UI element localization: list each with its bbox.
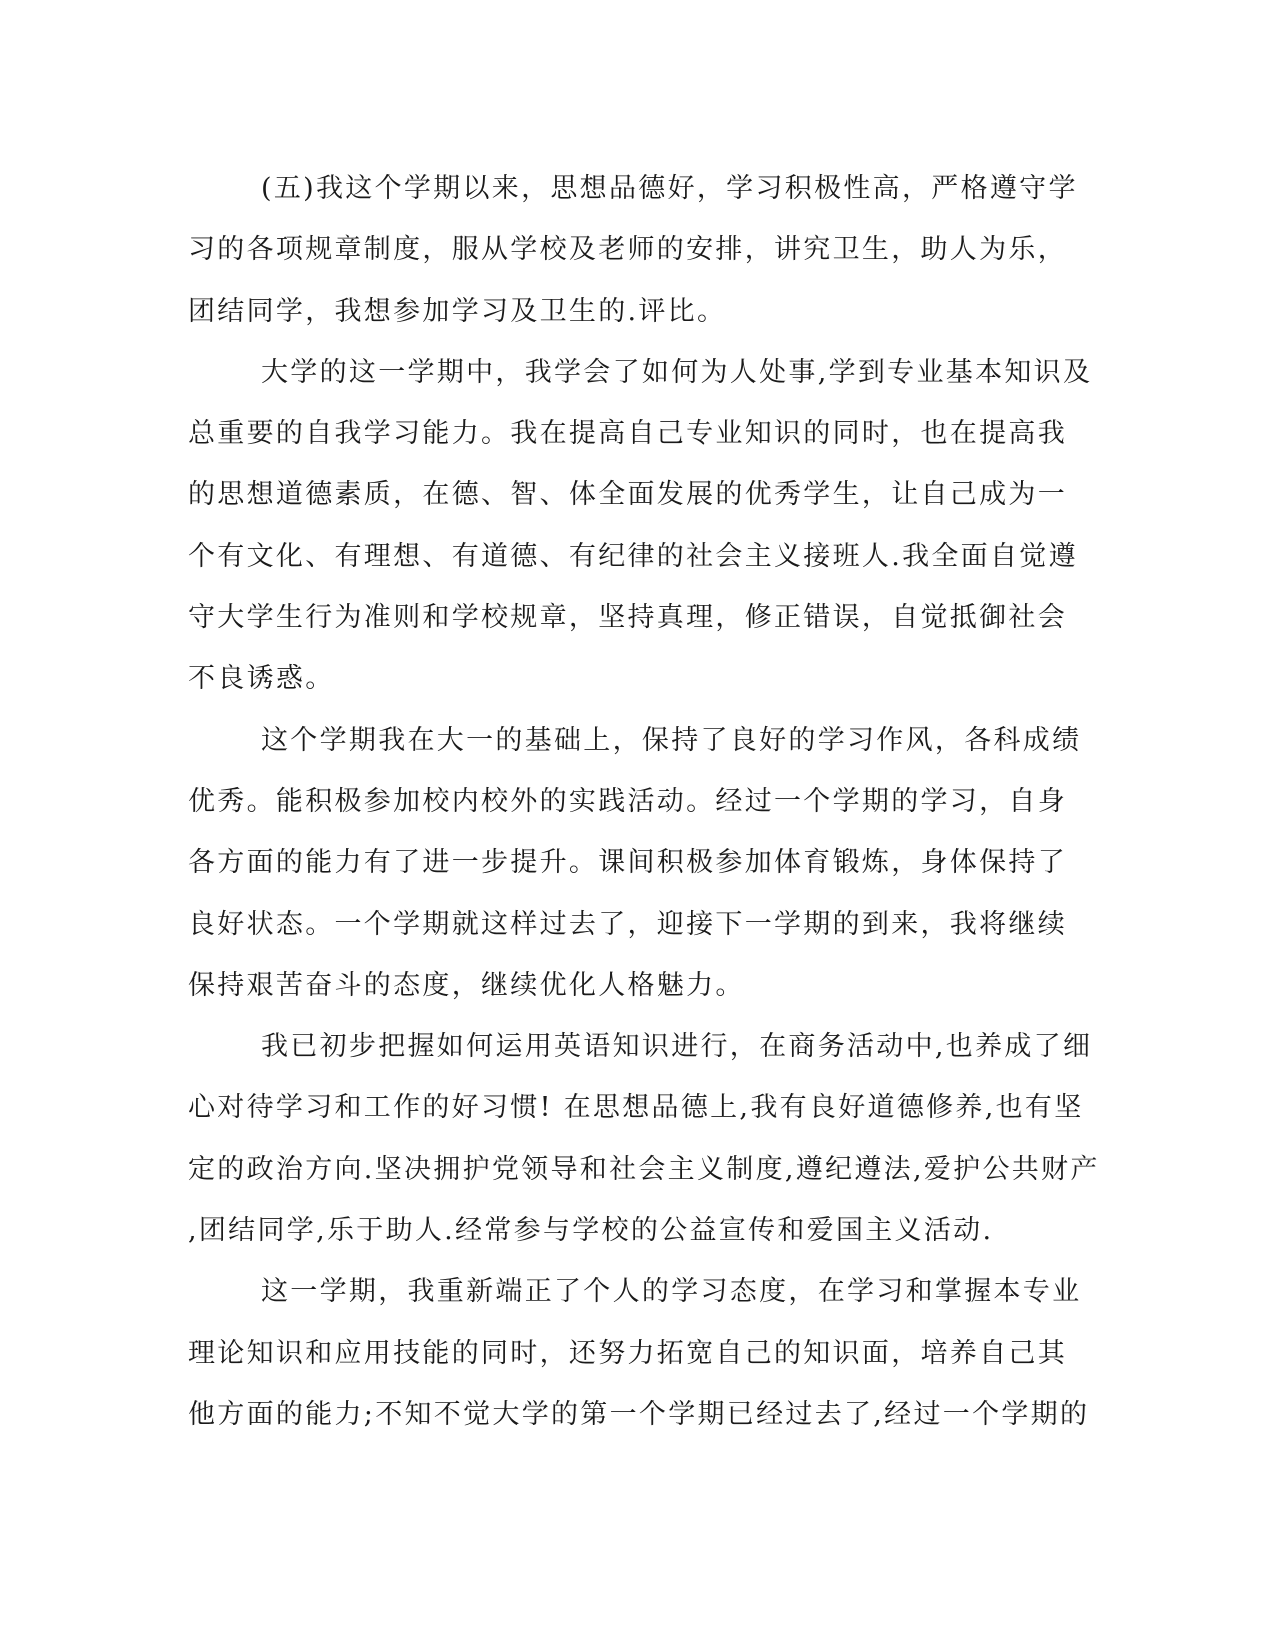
text-line: 不良诱惑。 <box>188 663 335 695</box>
text-line: 我已初步把握如何运用英语知识进行，在商务活动中,也养成了细 <box>261 1031 1093 1063</box>
text-line: 这个学期我在大一的基础上，保持了良好的学习作风，各科成绩 <box>261 724 1082 756</box>
text-line: (五)我这个学期以来，思想品德好，学习积极性高，严格遵守学 <box>261 173 1078 204</box>
text-line: 这一学期，我重新端正了个人的学习态度，在学习和掌握本专业 <box>261 1276 1082 1308</box>
text-line: 良好状态。一个学期就这样过去了，迎接下一学期的到来，我将继续 <box>188 908 1067 940</box>
text-line: 总重要的自我学习能力。我在提高自己专业知识的同时，也在提高我 <box>188 418 1067 450</box>
text-line: ,团结同学,乐于助人.经常参与学校的公益宣传和爱国主义活动. <box>188 1215 994 1247</box>
text-line: 团结同学，我想参加学习及卫生的.评比。 <box>188 295 727 327</box>
text-line: 守大学生行为准则和学校规章，坚持真理，修正错误，自觉抵御社会 <box>188 602 1067 634</box>
paragraph-1 <box>188 158 1078 342</box>
text-line: 的思想道德素质，在德、智、体全面发展的优秀学生，让自己成为一 <box>188 479 1067 511</box>
paragraph-5 <box>188 1261 1090 1445</box>
paragraph-3 <box>188 710 1082 1016</box>
text-line: 定的政治方向.坚决拥护党领导和社会主义制度,遵纪遵法,爱护公共财产 <box>188 1153 1100 1185</box>
text-line: 各方面的能力有了进一步提升。课间积极参加体育锻炼，身体保持了 <box>188 847 1067 879</box>
text-line: 心对待学习和工作的好习惯! 在思想品德上,我有良好道德修养,也有坚 <box>188 1092 1084 1124</box>
paragraph-2 <box>188 342 1093 710</box>
paragraph-4 <box>188 1016 1100 1261</box>
text-line: 他方面的能力;不知不觉大学的第一个学期已经过去了,经过一个学期的 <box>188 1398 1090 1430</box>
text-line: 习的各项规章制度，服从学校及老师的安排，讲究卫生，助人为乐， <box>188 234 1067 266</box>
text-line: 理论知识和应用技能的同时，还努力拓宽自己的知识面，培养自己其 <box>188 1337 1067 1369</box>
document-body <box>188 158 1100 1445</box>
text-line: 优秀。能积极参加校内校外的实践活动。经过一个学期的学习，自身 <box>188 785 1067 817</box>
text-line: 保持艰苦奋斗的态度，继续优化人格魅力。 <box>188 969 745 1001</box>
text-line: 个有文化、有理想、有道德、有纪律的社会主义接班人.我全面自觉遵 <box>188 540 1078 572</box>
text-line: 大学的这一学期中，我学会了如何为人处事,学到专业基本知识及 <box>261 356 1093 388</box>
